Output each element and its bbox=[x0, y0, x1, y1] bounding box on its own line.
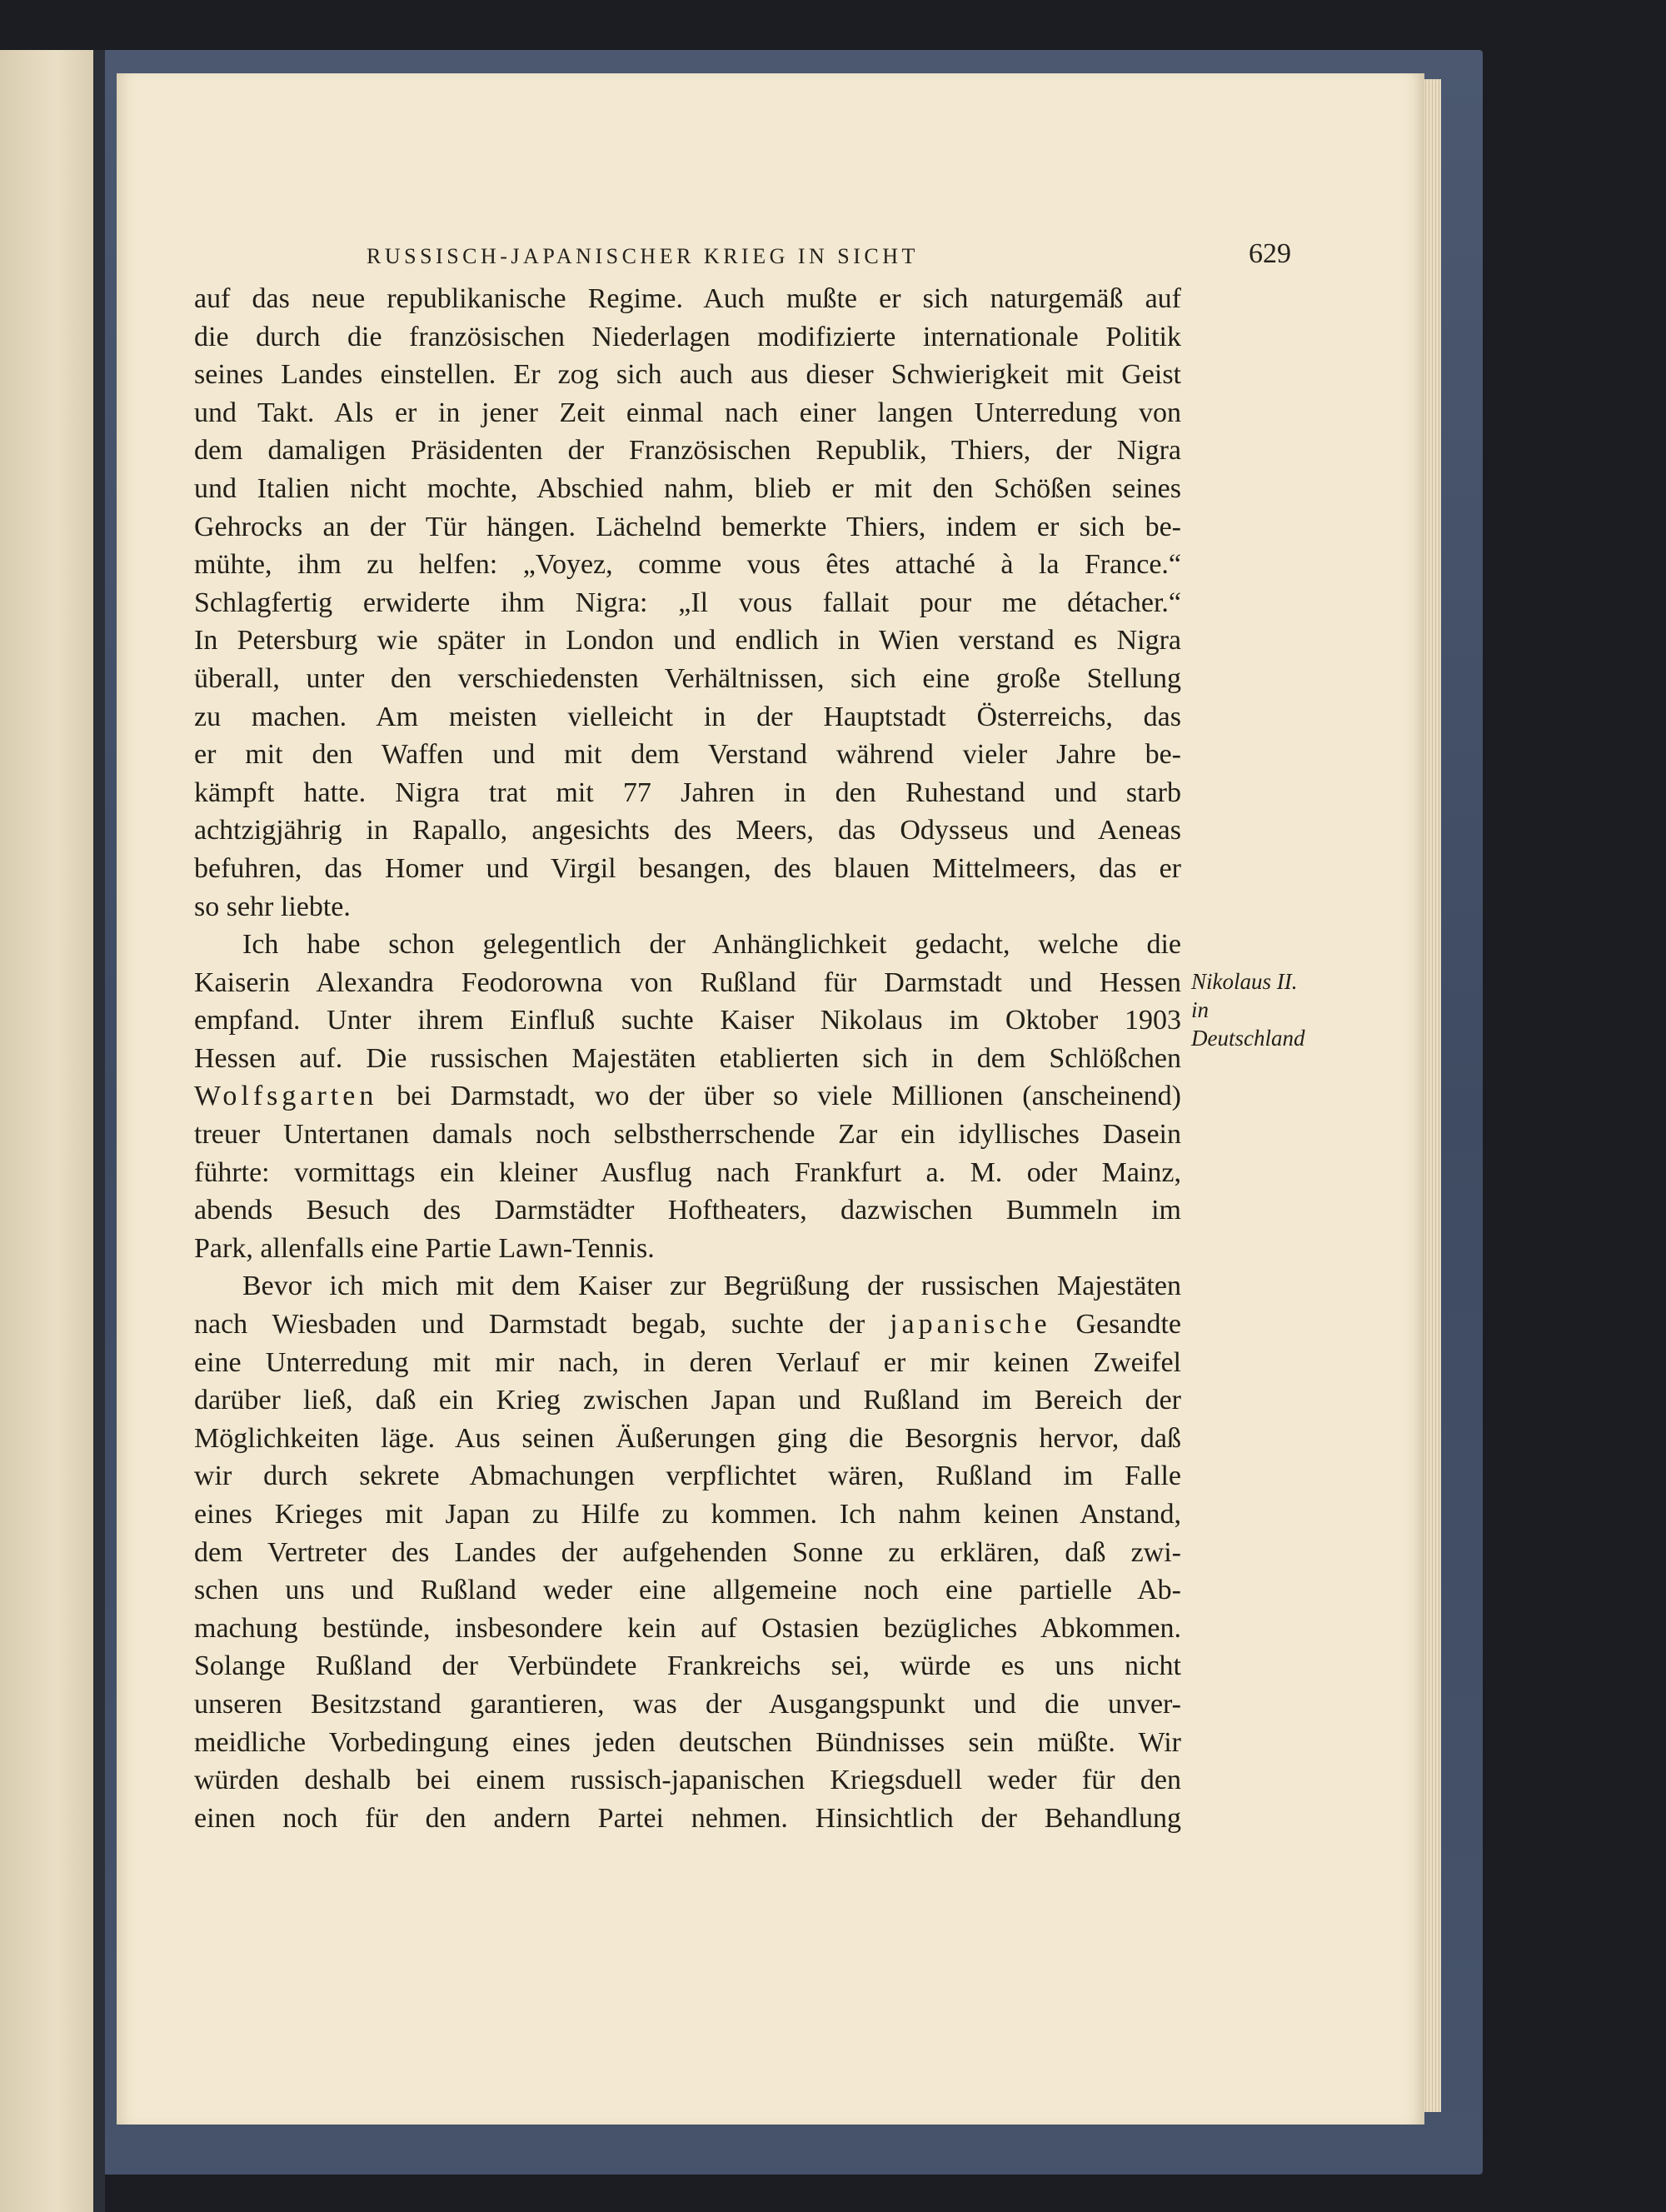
text-line-mixed bbox=[194, 1306, 1181, 1344]
text-line: treuer Untertanen damals noch selbstherrschende Zar ein idyllisches Dasein bbox=[194, 1119, 1181, 1151]
text-line: einen noch für den andern Partei nehmen. Hinsichtlich der Behandlung bbox=[194, 1802, 1181, 1834]
text-line: befuhren, das Homer und Virgil besangen, des blauen Mittelmeers, das er bbox=[194, 852, 1181, 884]
text-line: dem damaligen Präsidenten der Französischen Republik, Thiers, der Nigra bbox=[194, 435, 1181, 467]
text-line: Hessen auf. Die russischen Majestäten etablierten sich in dem Schlößchen bbox=[194, 1042, 1181, 1074]
text-line: schen uns und Rußland weder eine allgemeine noch eine partielle Ab- bbox=[194, 1575, 1181, 1606]
text-line: Gehrocks an der Tür hängen. Lächelnd bemerkte Thiers, indem er sich be- bbox=[194, 511, 1181, 542]
text-line-mixed bbox=[194, 1077, 1181, 1116]
text-line: er mit den Waffen und mit dem Verstand während vieler Jahre be- bbox=[194, 739, 1181, 771]
text-line: eines Krieges mit Japan zu Hilfe zu kommen. Ich nahm keinen Anstand, bbox=[194, 1499, 1181, 1530]
text-line: und Takt. Als er in jener Zeit einmal nach einer langen Unterredung von bbox=[194, 397, 1181, 428]
text-line: dem Vertreter des Landes der aufgehenden Sonne zu erklären, daß zwi- bbox=[194, 1536, 1181, 1568]
text-line: so sehr liebte. bbox=[194, 891, 351, 922]
text-line: wir durch sekrete Abmachungen verpflichtet wären, Rußland im Falle bbox=[194, 1461, 1181, 1492]
text-fragment: nach Wiesbaden und Darmstadt begab, suchte der bbox=[194, 1309, 865, 1341]
text-line: überall, unter den verschiedensten Verhältnissen, sich eine große Stellung bbox=[194, 662, 1181, 694]
text-fragment: bei Darmstadt, wo der über so viele Millionen (anscheinend) bbox=[397, 1081, 1181, 1112]
text-line: empfand. Unter ihrem Einfluß suchte Kaiser Nikolaus im Oktober 1903 bbox=[194, 1005, 1181, 1036]
text-line: Park, allenfalls eine Partie Lawn-Tennis. bbox=[194, 1232, 655, 1264]
spaced-name: Wolfsgarten bbox=[194, 1081, 378, 1112]
text-line: führte: vormittags ein kleiner Ausflug nach Frankfurt a. M. oder Mainz, bbox=[194, 1156, 1181, 1188]
text-fragment: Gesandte bbox=[1075, 1309, 1182, 1341]
text-line: abends Besuch des Darmstädter Hoftheaters, dazwischen Bummeln im bbox=[194, 1195, 1181, 1226]
text-line: kämpft hatte. Nigra trat mit 77 Jahren in den Ruhestand und starb bbox=[194, 776, 1181, 808]
text-line: mühte, ihm zu helfen: „Voyez, comme vous êtes attaché à la France.“ bbox=[194, 549, 1181, 581]
marginal-note bbox=[1191, 967, 1374, 1052]
text-line: Bevor ich mich mit dem Kaiser zur Begrüßung der russischen Majestäten bbox=[242, 1271, 1181, 1302]
text-line: die durch die französischen Niederlagen modifizierte internationale Politik bbox=[194, 321, 1181, 352]
text-line: Schlagfertig erwiderte ihm Nigra: „Il vous fallait pour me détacher.“ bbox=[194, 587, 1181, 618]
text-line: Solange Rußland der Verbündete Frankreichs sei, würde es uns nicht bbox=[194, 1650, 1181, 1682]
text-line: Kaiserin Alexandra Feodorowna von Rußland für Darmstadt und Hessen bbox=[194, 966, 1181, 998]
book-gutter bbox=[93, 50, 105, 2212]
text-line: eine Unterredung mit mir nach, in deren Verlauf er mir keinen Zweifel bbox=[194, 1346, 1181, 1378]
text-line: darüber ließ, daß ein Krieg zwischen Japan und Rußland im Bereich der bbox=[194, 1385, 1181, 1416]
text-line: unseren Besitzstand garantieren, was der Ausgangspunkt und die unver- bbox=[194, 1688, 1181, 1720]
page-number: 629 bbox=[1249, 238, 1291, 269]
text-line: zu machen. Am meisten vielleicht in der Hauptstadt Österreichs, das bbox=[194, 701, 1181, 732]
text-line: Möglichkeiten läge. Aus seinen Äußerungen ging die Besorgnis hervor, daß bbox=[194, 1422, 1181, 1454]
marginal-note-line: in bbox=[1191, 997, 1210, 1022]
text-line: machung bestünde, insbesondere kein auf Ostasien bezügliches Abkommen. bbox=[194, 1612, 1181, 1644]
text-line: meidliche Vorbedingung eines jeden deutschen Bündnisses sein müßte. Wir bbox=[194, 1726, 1181, 1758]
marginal-note-line: Deutschland bbox=[1191, 1026, 1305, 1051]
text-line: seines Landes einstellen. Er zog sich auch aus dieser Schwierigkeit mit Geist bbox=[194, 359, 1181, 391]
text-line: In Petersburg wie später in London und endlich in Wien verstand es Nigra bbox=[194, 625, 1181, 657]
text-line: und Italien nicht mochte, Abschied nahm, blieb er mit den Schößen seines bbox=[194, 472, 1181, 504]
spaced-word: japanische bbox=[890, 1309, 1051, 1341]
book-page bbox=[117, 73, 1424, 2125]
text-line: würden deshalb bei einem russisch-japanischen Kriegsduell weder für den bbox=[194, 1765, 1181, 1796]
text-line: Ich habe schon gelegentlich der Anhänglichkeit gedacht, welche die bbox=[242, 929, 1181, 961]
marginal-note-line: Nikolaus II. bbox=[1191, 969, 1298, 994]
body-text bbox=[194, 280, 1181, 1837]
left-page-edge bbox=[0, 50, 93, 2212]
text-line: achtzigjährig in Rapallo, angesichts des Meers, das Odysseus und Aeneas bbox=[194, 815, 1181, 846]
text-line: auf das neue republikanische Regime. Auch mußte er sich naturgemäß auf bbox=[194, 283, 1181, 314]
running-head-title: RUSSISCH-JAPANISCHER KRIEG IN SICHT bbox=[367, 244, 919, 268]
